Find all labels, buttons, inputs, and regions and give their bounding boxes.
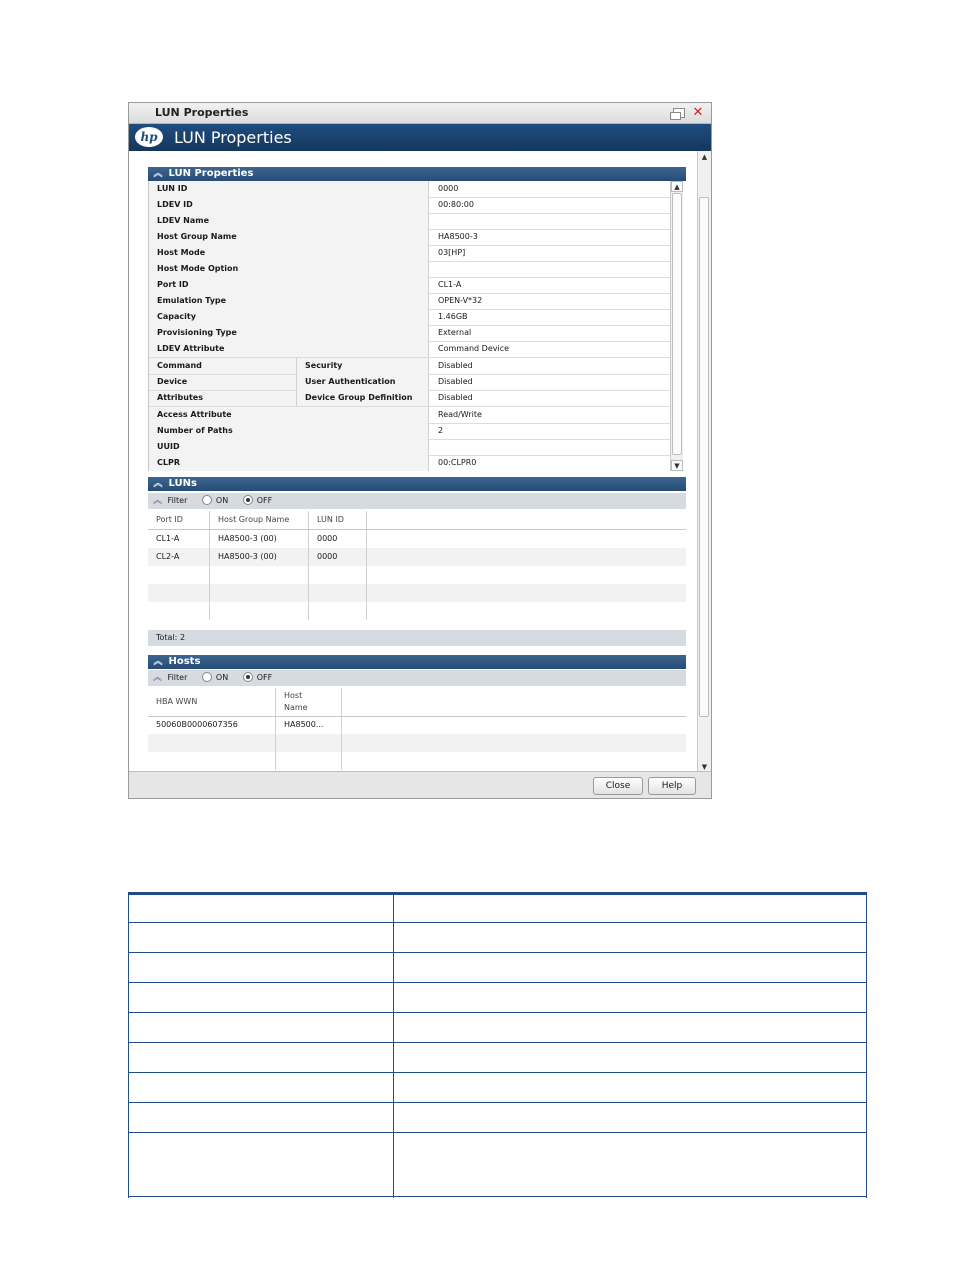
- prop-value: Command Device: [438, 344, 510, 353]
- filter-off-radio[interactable]: [243, 672, 253, 682]
- prop-value: [429, 213, 671, 229]
- table-column-divider: [393, 895, 394, 1198]
- table-row-rule: [128, 1132, 867, 1133]
- scroll-up-arrow-icon[interactable]: ▲: [671, 181, 683, 192]
- table-row-rule: [128, 1102, 867, 1103]
- empty-cell: [276, 734, 342, 752]
- prop-label: CLPR: [149, 455, 429, 471]
- lun-properties-section-header[interactable]: [148, 167, 686, 181]
- hosts-table-header: [148, 688, 686, 717]
- document-table: [128, 892, 867, 1198]
- close-button[interactable]: Close: [593, 777, 643, 795]
- filter-off-radio[interactable]: [243, 495, 253, 505]
- hosts-filter-bar: [148, 670, 686, 686]
- filter-on-radio[interactable]: [202, 672, 212, 682]
- cell-hba-wwn: 50060B0000607356: [148, 716, 276, 734]
- banner-title: LUN Properties: [174, 128, 292, 147]
- empty-cell: [309, 602, 367, 620]
- cell-lun-id: 0000: [309, 530, 367, 548]
- prop-row-lun-id: [149, 181, 671, 198]
- luns-table-header: [148, 511, 686, 530]
- close-window-icon[interactable]: ✕: [692, 105, 704, 120]
- hosts-section-title: Hosts: [168, 656, 201, 667]
- total-label: Total:: [156, 633, 178, 642]
- prop-label: Host Mode Option: [149, 261, 429, 277]
- scroll-thumb[interactable]: [672, 193, 682, 455]
- prop-value: 1.46GB: [438, 312, 468, 321]
- restore-window-icon[interactable]: [673, 108, 685, 118]
- help-button[interactable]: Help: [648, 777, 696, 795]
- empty-cell: [210, 566, 309, 584]
- cell-lun-id: 0000: [309, 548, 367, 566]
- luns-total-bar: [148, 630, 686, 646]
- empty-row: [148, 602, 686, 620]
- prop-row-host-mode-option: [149, 261, 671, 278]
- prop-label: LDEV Attribute: [149, 341, 429, 357]
- column-header-lun-id[interactable]: LUN ID: [309, 511, 367, 529]
- empty-cell: [309, 584, 367, 602]
- filter-label: Filter: [167, 496, 188, 505]
- prop-row-host-mode: [149, 245, 671, 262]
- prop-label: Provisioning Type: [149, 325, 429, 341]
- prop-row-emulation-type: [149, 293, 671, 310]
- filter-label: Filter: [167, 673, 188, 682]
- collapse-chevron-icon[interactable]: ︽: [153, 479, 163, 489]
- column-header-host-group-name[interactable]: Host Group Name: [210, 511, 309, 529]
- lun-properties-table: [148, 181, 671, 471]
- prop-value: Read/Write: [438, 410, 482, 419]
- filter-chevron-icon[interactable]: ︽: [153, 496, 163, 506]
- total-value: 2: [179, 633, 186, 642]
- prop-label: Number of Paths: [149, 423, 429, 439]
- prop-value: [429, 439, 671, 455]
- prop-label: Security: [297, 358, 429, 374]
- cell-host-name: HA8500...: [276, 716, 342, 734]
- window-titlebar: [129, 103, 711, 124]
- prop-row-security: [149, 358, 671, 375]
- dialog-banner: [129, 124, 711, 151]
- prop-row-ldev-name: [149, 213, 671, 230]
- empty-row: [148, 752, 686, 770]
- dialog-scrollbar[interactable]: [697, 151, 711, 773]
- filter-chevron-icon[interactable]: ︽: [153, 673, 163, 683]
- filter-off-label: OFF: [256, 496, 273, 505]
- table-row-rule: [128, 1042, 867, 1043]
- prop-label: UUID: [149, 439, 429, 455]
- scroll-down-arrow-icon[interactable]: ▼: [671, 460, 683, 471]
- scroll-thumb[interactable]: [699, 197, 709, 717]
- prop-row-user-authentication: [149, 374, 671, 391]
- prop-value: CL1-A: [438, 280, 462, 289]
- scroll-up-arrow-icon[interactable]: ▲: [701, 153, 708, 161]
- empty-cell: [148, 602, 210, 620]
- header-line: Host: [284, 691, 303, 700]
- table-border-left: [128, 895, 129, 1198]
- empty-row: [148, 734, 686, 752]
- dialog-footer: [129, 771, 711, 798]
- prop-value: Disabled: [438, 361, 473, 370]
- prop-value: Disabled: [438, 377, 473, 386]
- table-border-right: [866, 895, 867, 1198]
- prop-row-clpr: [149, 455, 671, 471]
- header-line: Name: [284, 703, 308, 712]
- table-row-rule: [128, 952, 867, 953]
- empty-cell: [276, 752, 342, 770]
- window-title: LUN Properties: [155, 106, 249, 119]
- table-bottom-rule: [128, 1196, 867, 1197]
- prop-label: Device Group Definition: [297, 390, 429, 406]
- table-row-rule: [128, 982, 867, 983]
- prop-value: 00:80:00: [438, 200, 474, 209]
- prop-value: 00:CLPR0: [438, 458, 477, 467]
- group-label-line: Attributes: [157, 393, 203, 402]
- prop-label: User Authentication: [297, 374, 429, 390]
- empty-cell: [210, 584, 309, 602]
- collapse-chevron-icon[interactable]: ︽: [153, 169, 163, 179]
- lun-properties-dialog: [128, 102, 712, 799]
- luns-filter-bar: [148, 493, 686, 509]
- empty-cell: [309, 566, 367, 584]
- luns-table: [148, 511, 686, 629]
- collapse-chevron-icon[interactable]: ︽: [153, 657, 163, 667]
- prop-value: Disabled: [438, 393, 473, 402]
- table-row-rule: [128, 1012, 867, 1013]
- column-header-port-id[interactable]: Port ID: [148, 511, 210, 529]
- empty-cell: [148, 566, 210, 584]
- group-label-line: Command: [157, 361, 202, 370]
- cell-port-id: CL2-A: [148, 548, 210, 566]
- cell-port-id: CL1-A: [148, 530, 210, 548]
- prop-value: 0000: [438, 184, 459, 193]
- table-top-rule: [128, 892, 867, 895]
- prop-value: [429, 261, 671, 277]
- column-header-host-name[interactable]: [276, 688, 342, 716]
- prop-row-device-group-definition: [149, 390, 671, 407]
- table-row-rule: [128, 922, 867, 923]
- empty-row: [148, 566, 686, 584]
- empty-cell: [148, 752, 276, 770]
- scroll-down-arrow-icon[interactable]: ▼: [701, 763, 708, 771]
- properties-scrollbar[interactable]: [670, 181, 683, 471]
- prop-row-port-id: [149, 277, 671, 294]
- prop-row-access-attribute: [149, 407, 671, 424]
- table-row-rule: [128, 1072, 867, 1073]
- prop-label: Access Attribute: [149, 407, 429, 423]
- hp-logo: hp: [135, 127, 163, 147]
- luns-section-header[interactable]: [148, 477, 686, 491]
- empty-row: [148, 584, 686, 602]
- cell-host-group: HA8500-3 (00): [210, 530, 309, 548]
- filter-off-label: OFF: [256, 673, 273, 682]
- prop-row-ldev-attribute: [149, 341, 671, 358]
- prop-label: Emulation Type: [149, 293, 429, 309]
- prop-value: External: [438, 328, 472, 337]
- empty-cell: [148, 584, 210, 602]
- prop-value: 2: [438, 426, 444, 435]
- prop-label: Host Group Name: [149, 229, 429, 245]
- prop-label: LUN ID: [149, 181, 429, 197]
- column-header-hba-wwn[interactable]: HBA WWN: [148, 688, 276, 716]
- prop-row-uuid: [149, 439, 671, 456]
- filter-on-label: ON: [215, 673, 229, 682]
- cell-host-group: HA8500-3 (00): [210, 548, 309, 566]
- lun-properties-section-title: LUN Properties: [168, 168, 254, 179]
- hosts-section-header[interactable]: [148, 655, 686, 669]
- group-label-line: Device: [157, 377, 188, 386]
- filter-on-radio[interactable]: [202, 495, 212, 505]
- dialog-content: [131, 151, 698, 773]
- prop-value: HA8500-3: [438, 232, 478, 241]
- prop-row-ldev-id: [149, 197, 671, 214]
- empty-cell: [148, 734, 276, 752]
- prop-label: LDEV Name: [149, 213, 429, 229]
- table-row[interactable]: [148, 716, 686, 734]
- empty-cell: [210, 602, 309, 620]
- prop-label: Capacity: [149, 309, 429, 325]
- prop-value: 03[HP]: [438, 248, 466, 257]
- table-row[interactable]: [148, 530, 686, 548]
- prop-row-provisioning-type: [149, 325, 671, 342]
- prop-value: OPEN-V*32: [438, 296, 483, 305]
- prop-label: Port ID: [149, 277, 429, 293]
- prop-row-capacity: [149, 309, 671, 326]
- table-row[interactable]: [148, 548, 686, 566]
- prop-label: Host Mode: [149, 245, 429, 261]
- prop-row-number-of-paths: [149, 423, 671, 440]
- prop-row-host-group-name: [149, 229, 671, 246]
- hosts-table: [148, 688, 686, 773]
- filter-on-label: ON: [215, 496, 229, 505]
- luns-section-title: LUNs: [168, 478, 197, 489]
- prop-label: LDEV ID: [149, 197, 429, 213]
